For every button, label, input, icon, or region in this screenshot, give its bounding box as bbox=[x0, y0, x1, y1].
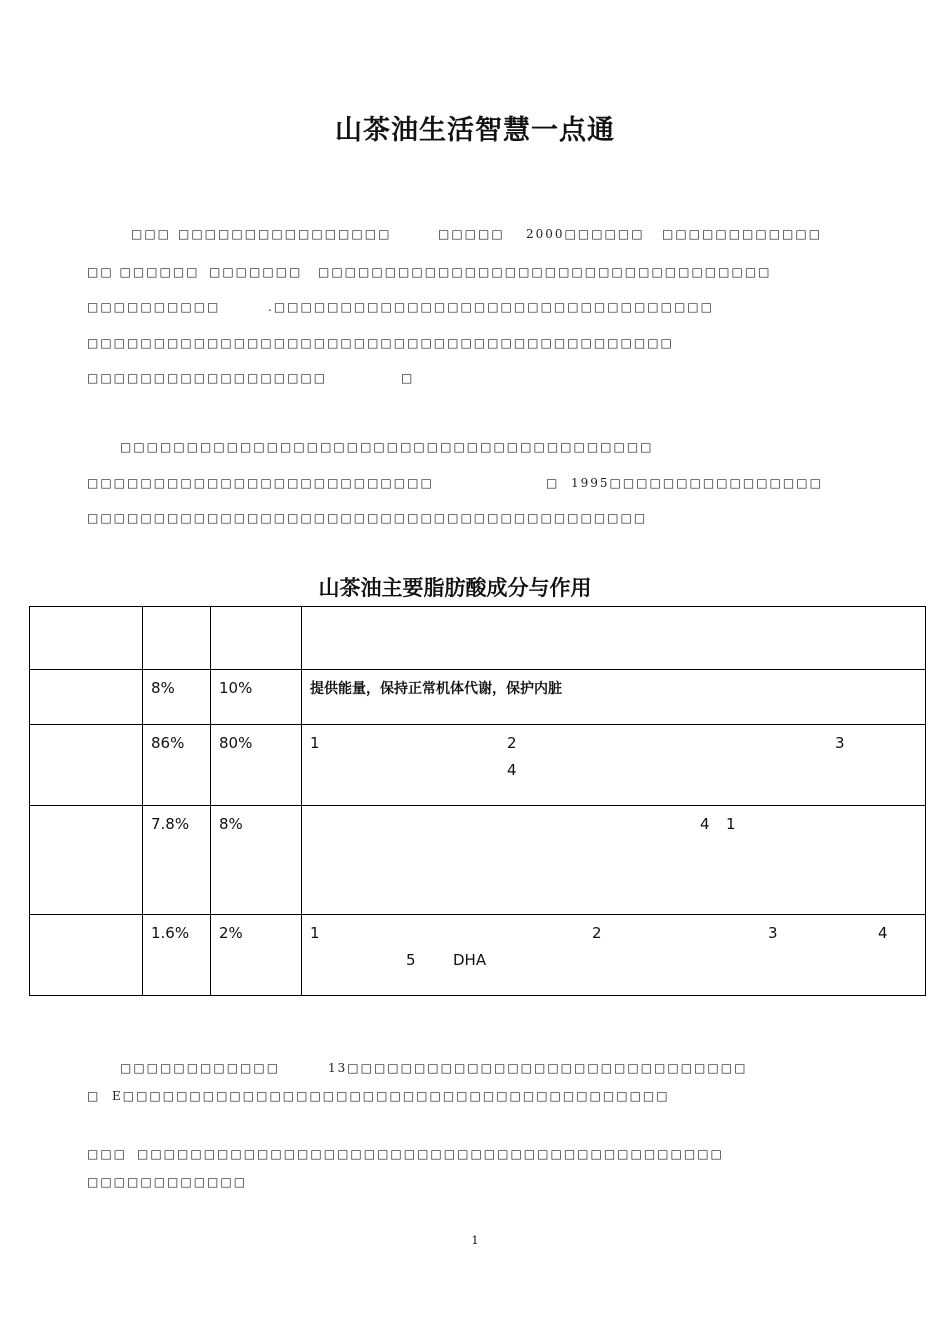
table-cell-name bbox=[30, 806, 143, 915]
table-cell-standard bbox=[211, 607, 302, 670]
text-line: □□□□□□□□□□□□ bbox=[662, 227, 823, 241]
text-line: □□□ bbox=[131, 227, 172, 241]
text-line: □□□□□□□□□□ bbox=[87, 300, 221, 314]
cell-text-fragment: 3 bbox=[768, 924, 778, 942]
text-line: □□□ bbox=[87, 1147, 128, 1161]
document-title: 山茶油生活智慧一点通 bbox=[335, 115, 615, 146]
text-line: □□□□□□□ bbox=[209, 265, 303, 279]
text-line: □□□□□□□□□□□□□□□□□□□□□□□□□□□□□□□□□□□□□□□□□□ bbox=[87, 511, 648, 525]
text-line: □□□□□□□□□□□□□□□□□□ bbox=[87, 371, 328, 385]
table-cell-function bbox=[302, 607, 926, 670]
text-line: .□□□□□□□□□□□□□□□□□□□□□□□□□□□□□□□□□ bbox=[268, 300, 714, 314]
cell-value: 7.8% bbox=[151, 815, 190, 833]
table-cell-name bbox=[30, 670, 143, 725]
text-line: □□□□□□□□□□□□□□□□ bbox=[178, 227, 392, 241]
cell-text-fragment: 4 bbox=[878, 924, 888, 942]
page-number: 1 bbox=[471, 1234, 479, 1247]
table-cell-content bbox=[143, 607, 211, 670]
fatty-acid-table bbox=[29, 606, 926, 996]
cell-value: 1.6% bbox=[151, 924, 190, 942]
cell-value: 86% bbox=[151, 734, 185, 752]
table-cell-content bbox=[143, 670, 211, 725]
text-line: 13□□□□□□□□□□□□□□□□□□□□□□□□□□□□□□ bbox=[328, 1061, 748, 1075]
table-cell-function bbox=[302, 670, 926, 725]
cell-text-fragment: 5 bbox=[406, 951, 416, 969]
text-line: □ 1995□□□□□□□□□□□□□□□□ bbox=[546, 476, 823, 490]
table-row bbox=[30, 670, 926, 725]
cell-text-fragment: DHA bbox=[453, 951, 487, 969]
table-cell-name bbox=[30, 607, 143, 670]
cell-text-fragment: 2 bbox=[507, 734, 517, 752]
table-cell-standard bbox=[211, 670, 302, 725]
table-title: 山茶油主要脂肪酸成分与作用 bbox=[318, 576, 592, 600]
cell-value: 80% bbox=[219, 734, 253, 752]
table-cell-name bbox=[30, 915, 143, 996]
table-row bbox=[30, 806, 926, 915]
text-line: 2000□□□□□□ bbox=[526, 227, 645, 241]
cell-value: 10% bbox=[219, 679, 253, 697]
text-line: □□□□□□□□□□□□ bbox=[87, 1175, 248, 1189]
text-line: □□□□□□□□□□□□ bbox=[120, 1061, 281, 1075]
cell-text-fragment: 2 bbox=[592, 924, 602, 942]
table-row bbox=[30, 607, 926, 670]
table-cell-function bbox=[302, 915, 926, 996]
table-cell-standard bbox=[211, 915, 302, 996]
table-cell-standard bbox=[211, 725, 302, 806]
table-cell-content bbox=[143, 725, 211, 806]
table-cell-name bbox=[30, 725, 143, 806]
table-cell-standard bbox=[211, 806, 302, 915]
cell-text-fragment: 1 bbox=[310, 734, 320, 752]
cell-text-fragment: 4 bbox=[507, 761, 517, 779]
table-cell-content bbox=[143, 806, 211, 915]
text-line: □□□□□□□□□□□□□□□□□□□□□□□□□□□□□□□□□□□□□□□□ bbox=[120, 440, 654, 454]
cell-value: 8% bbox=[219, 815, 243, 833]
text-line: □□□□□□□□□□□□□□□□□□□□□□□□□□□□□□□□□□□□□□□□□□□□ bbox=[137, 1147, 724, 1161]
cell-value: 8% bbox=[151, 679, 175, 697]
table-cell-function bbox=[302, 806, 926, 915]
table-cell-function bbox=[302, 725, 926, 806]
text-line: □□□□□□□□□□□□□□□□□□□□□□□□□□□□□□□□□□ bbox=[318, 265, 772, 279]
cell-text-fragment: 1 bbox=[726, 815, 736, 833]
text-line: □□□□□□□□□□□□□□□□□□□□□□□□□□□□□□□□□□□□□□□□□□□□ bbox=[87, 336, 674, 350]
table-row bbox=[30, 725, 926, 806]
cell-text-fragment: 3 bbox=[835, 734, 845, 752]
cell-value: 2% bbox=[219, 924, 243, 942]
table-cell-content bbox=[143, 915, 211, 996]
cell-text-fragment: 1 bbox=[310, 924, 320, 942]
text-line: □□□□□□□□□□□□□□□□□□□□□□□□□□ bbox=[87, 476, 434, 490]
table-row bbox=[30, 915, 926, 996]
cell-text-fragment: 4 bbox=[700, 815, 710, 833]
cell-text-fragment: 提供能量，保持正常机体代谢，保护内脏 bbox=[310, 681, 562, 697]
text-line: □ E□□□□□□□□□□□□□□□□□□□□□□□□□□□□□□□□□□□□□□□□□ bbox=[87, 1089, 670, 1103]
text-line: □□□□□ bbox=[438, 227, 505, 241]
text-line: □ bbox=[401, 371, 415, 385]
text-line: □□ □□□□□□ bbox=[87, 265, 200, 279]
